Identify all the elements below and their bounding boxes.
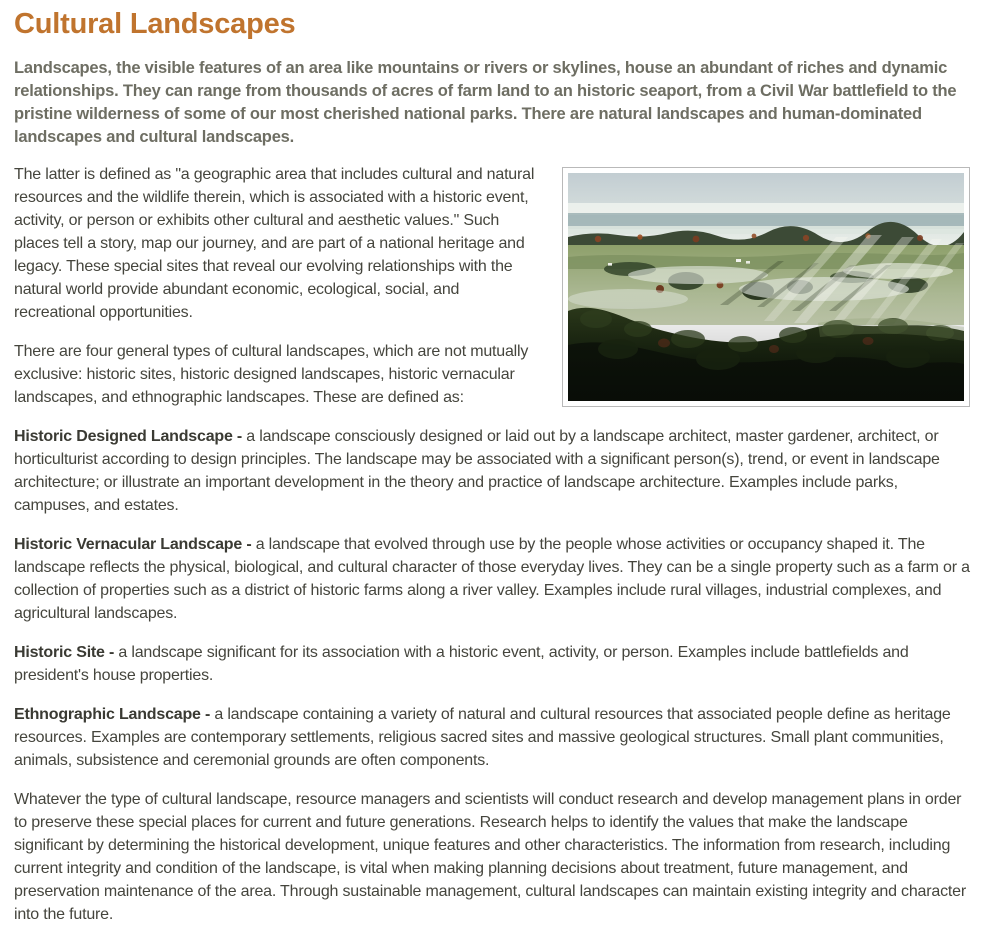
definition-text: a landscape consciously designed or laid out by a landscape architect, master gardener, architect, or horticulturist according to design principles. The landscape may be associated with a significant person(s), trend, or event in landscape architecture; or illustrate an important development in the theory and practice of landscape architecture. Examples include parks, campuses, and estates. [14, 428, 940, 514]
landscape-photo-graphic [568, 173, 964, 401]
term-historic-vernacular-landscape: Historic Vernacular Landscape - [14, 536, 252, 553]
paragraph-historic-vernacular-landscape [14, 533, 970, 625]
aerial-valley-photo [562, 167, 970, 407]
page-title: Cultural Landscapes [14, 8, 296, 40]
article-body [14, 163, 970, 926]
definition-text: a landscape containing a variety of natural and cultural resources that associated people define as heritage resources. Examples are contemporary settlements, religious sacred sites and massive geological structures. Small plant communities, animals, subsistence and ceremonial grounds are often components. [14, 706, 951, 769]
term-historic-designed-landscape: Historic Designed Landscape - [14, 428, 243, 445]
definition-text: a landscape that evolved through use by the people whose activities or occupancy shaped it. The landscape reflects the physical, biological, and cultural character of those everyday lives. They can be a single property such as a farm or a collection of properties such as a district of historic farms along a river valley. Examples include rural villages, industrial complexes, and agricultural landscapes. [14, 536, 970, 622]
term-ethnographic-landscape: Ethnographic Landscape - [14, 706, 211, 723]
term-historic-site: Historic Site - [14, 644, 115, 661]
paragraph-ethnographic-landscape [14, 703, 970, 772]
intro-paragraph: Landscapes, the visible features of an area like mountains or rivers or skylines, house an abundant of riches and dynamic relationships. They can range from thousands of acres of farm land to an historic seaport, from a Civil War battlefield to the pristine wilderness of some of our most cherished national parks. There are natural landscapes and human-dominated landscapes and cultural landscapes. [14, 59, 957, 146]
paragraph-definition-intro: The latter is defined as "a geographic area that includes cultural and natural resources and the wildlife therein, which is associated with a historic event, activity, or person or exhibits other cultural and aesthetic values." Such places tell a story, map our journey, and are part of a national heritage and legacy. These special sites that reveal our evolving relationships with the natural world provide abundant economic, ecological, social, and recreational opportunities. [14, 166, 535, 321]
paragraph-four-types: There are four general types of cultural landscapes, which are not mutually exclusive: historic sites, historic designed landscapes, historic vernacular landscapes, and ethnographic landscapes. These are defined as: [14, 343, 529, 406]
paragraph-historic-site [14, 641, 970, 687]
definition-text: a landscape significant for its association with a historic event, activity, or person. Examples include battlefields and president's house properties. [14, 644, 909, 684]
paragraph-historic-designed-landscape [14, 425, 970, 517]
paragraph-closing: Whatever the type of cultural landscape, resource managers and scientists will conduct research and develop management plans in order to preserve these special places for current and future generations. Research helps to identify the values that make the landscape significant by determining the historical development, unique features and other characteristics. The information from research, including current integrity and condition of the landscape, is vital when making planning decisions about treatment, future management, and preservation maintenance of the area. Through sustainable management, cultural landscapes can maintain existing integrity and character into the future. [14, 791, 966, 923]
